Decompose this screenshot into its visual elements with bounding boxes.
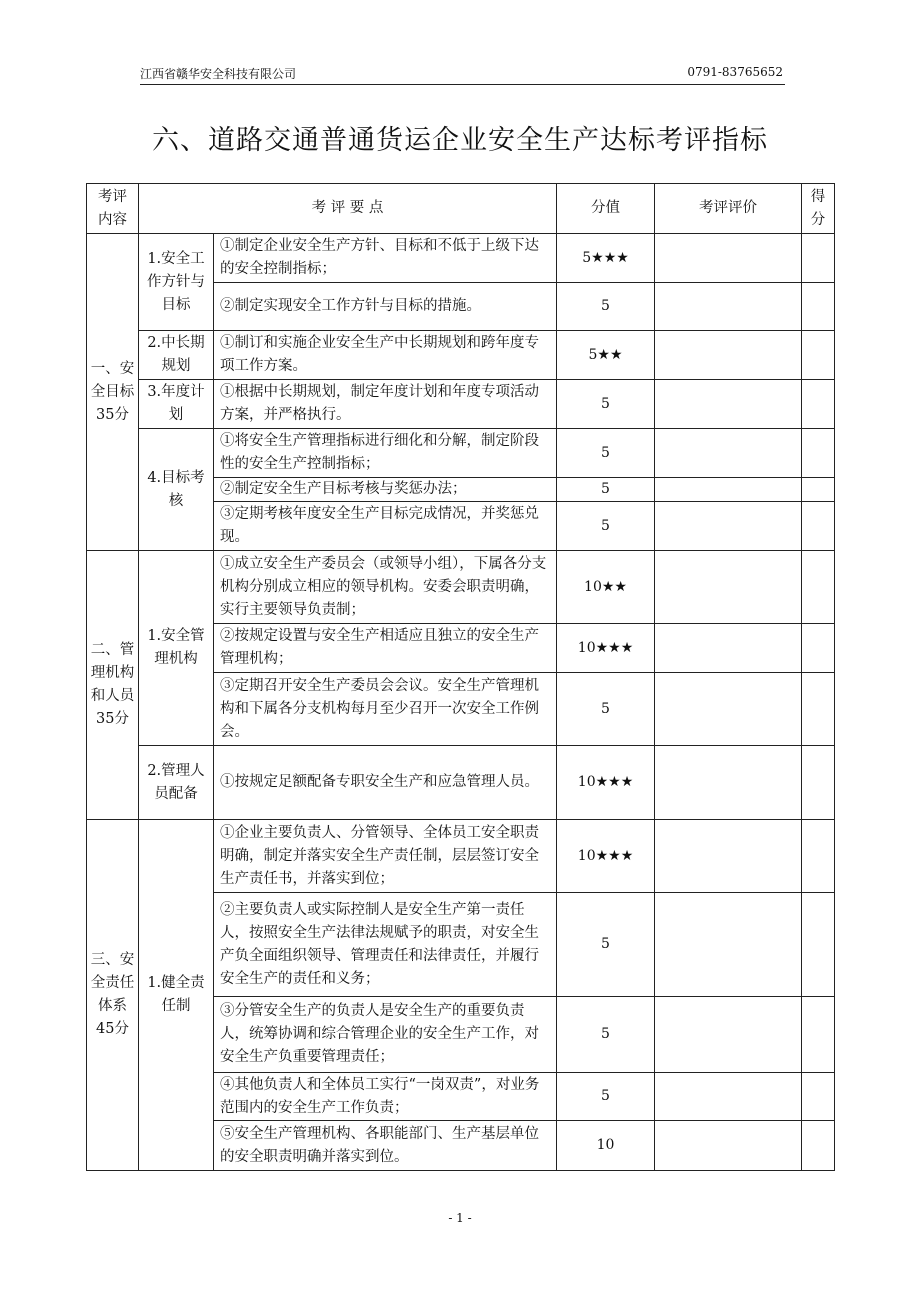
score-value: 5: [557, 380, 655, 429]
point-text: ③定期召开安全生产委员会会议。安全生产管理机构和下属各分支机构每月至少召开一次安全工作例会。: [214, 673, 557, 746]
point-text: ①成立安全生产委员会（或领导小组），下属各分支机构分别成立相应的领导机构。安委会职责明确，实行主要领导负责制；: [214, 551, 557, 624]
table-row: [87, 234, 835, 283]
table-row: [87, 380, 835, 429]
review-cell[interactable]: [655, 624, 802, 673]
header-company: 江西省赣华安全科技有限公司: [140, 67, 297, 81]
score-value: 5: [557, 283, 655, 331]
score-value: 10: [557, 1121, 655, 1171]
col-header-score: 分值: [557, 184, 655, 234]
item-label: 1.安全工作方针与目标: [139, 234, 214, 331]
item-label: 3.年度计划: [139, 380, 214, 429]
score-value: 5: [557, 1073, 655, 1121]
review-cell[interactable]: [655, 234, 802, 283]
col-header-result: 得分: [802, 184, 835, 234]
header-phone: 0791-83765652: [687, 65, 783, 79]
col-header-points: 考 评 要 点: [139, 184, 557, 234]
item-label: 4.目标考核: [139, 429, 214, 551]
item-label: 2.管理人员配备: [139, 746, 214, 820]
point-text: ②制定实现安全工作方针与目标的措施。: [214, 283, 557, 331]
result-cell[interactable]: [802, 673, 835, 746]
section-label: 二、管理机构和人员35分: [87, 551, 139, 820]
score-value: 10★★★: [557, 820, 655, 893]
item-label: 2.中长期规划: [139, 331, 214, 380]
section-label: 一、安全目标35分: [87, 234, 139, 551]
review-cell[interactable]: [655, 746, 802, 820]
result-cell[interactable]: [802, 380, 835, 429]
review-cell[interactable]: [655, 429, 802, 478]
review-cell[interactable]: [655, 893, 802, 997]
review-cell[interactable]: [655, 997, 802, 1073]
review-cell[interactable]: [655, 478, 802, 502]
table-row: [87, 429, 835, 478]
item-label: 1.安全管理机构: [139, 551, 214, 746]
result-cell[interactable]: [802, 502, 835, 551]
review-cell[interactable]: [655, 1121, 802, 1171]
result-cell[interactable]: [802, 551, 835, 624]
result-cell[interactable]: [802, 893, 835, 997]
result-cell[interactable]: [802, 820, 835, 893]
review-cell[interactable]: [655, 380, 802, 429]
score-value: 5: [557, 997, 655, 1073]
table-row: [87, 820, 835, 893]
score-value: 5★★★: [557, 234, 655, 283]
point-text: ③分管安全生产的负责人是安全生产的重要负责人，统筹协调和综合管理企业的安全生产工作，对安全生产负重要管理责任；: [214, 997, 557, 1073]
point-text: ②主要负责人或实际控制人是安全生产第一责任人，按照安全生产法律法规赋予的职责，对安全生产负全面组织领导、管理责任和法律责任，并履行安全生产的责任和义务；: [214, 893, 557, 997]
table-header-row: [87, 184, 835, 234]
result-cell[interactable]: [802, 997, 835, 1073]
review-cell[interactable]: [655, 331, 802, 380]
score-value: 5: [557, 502, 655, 551]
result-cell[interactable]: [802, 1121, 835, 1171]
point-text: ①制订和实施企业安全生产中长期规划和跨年度专项工作方案。: [214, 331, 557, 380]
result-cell[interactable]: [802, 283, 835, 331]
point-text: ②按规定设置与安全生产相适应且独立的安全生产管理机构；: [214, 624, 557, 673]
point-text: ①将安全生产管理指标进行细化和分解，制定阶段性的安全生产控制指标；: [214, 429, 557, 478]
point-text: ①制定企业安全生产方针、目标和不低于上级下达的安全控制指标；: [214, 234, 557, 283]
review-cell[interactable]: [655, 820, 802, 893]
item-label: 1.健全责任制: [139, 820, 214, 1171]
review-cell[interactable]: [655, 551, 802, 624]
point-text: ①按规定足额配备专职安全生产和应急管理人员。: [214, 746, 557, 820]
score-value: 5: [557, 429, 655, 478]
result-cell[interactable]: [802, 746, 835, 820]
result-cell[interactable]: [802, 234, 835, 283]
review-cell[interactable]: [655, 502, 802, 551]
score-value: 5: [557, 673, 655, 746]
score-value: 5★★: [557, 331, 655, 380]
point-text: ①根据中长期规划，制定年度计划和年度专项活动方案，并严格执行。: [214, 380, 557, 429]
header-divider: [140, 84, 785, 85]
score-value: 5: [557, 893, 655, 997]
point-text: ⑤安全生产管理机构、各职能部门、生产基层单位的安全职责明确并落实到位。: [214, 1121, 557, 1171]
col-header-review: 考评评价: [655, 184, 802, 234]
page-title: 六、道路交通普通货运企业安全生产达标考评指标: [152, 125, 768, 156]
table-row: [87, 331, 835, 380]
score-value: 5: [557, 478, 655, 502]
result-cell[interactable]: [802, 624, 835, 673]
score-value: 10★★★: [557, 624, 655, 673]
page-number: - 1 -: [448, 1211, 472, 1225]
point-text: ③定期考核年度安全生产目标完成情况，并奖惩兑现。: [214, 502, 557, 551]
col-header-content: 考评内容: [87, 184, 139, 234]
table-row: [87, 551, 835, 624]
result-cell[interactable]: [802, 1073, 835, 1121]
section-label: 三、安全责任体系45分: [87, 820, 139, 1171]
score-value: 10★★: [557, 551, 655, 624]
point-text: ②制定安全生产目标考核与奖惩办法；: [214, 478, 557, 502]
result-cell[interactable]: [802, 478, 835, 502]
score-value: 10★★★: [557, 746, 655, 820]
assessment-table: [86, 183, 835, 1171]
review-cell[interactable]: [655, 673, 802, 746]
result-cell[interactable]: [802, 429, 835, 478]
review-cell[interactable]: [655, 283, 802, 331]
point-text: ①企业主要负责人、分管领导、全体员工安全职责明确，制定并落实安全生产责任制，层层签订安全生产责任书，并落实到位；: [214, 820, 557, 893]
review-cell[interactable]: [655, 1073, 802, 1121]
table-row: [87, 746, 835, 820]
result-cell[interactable]: [802, 331, 835, 380]
point-text: ④其他负责人和全体员工实行“一岗双责”，对业务范围内的安全生产工作负责；: [214, 1073, 557, 1121]
